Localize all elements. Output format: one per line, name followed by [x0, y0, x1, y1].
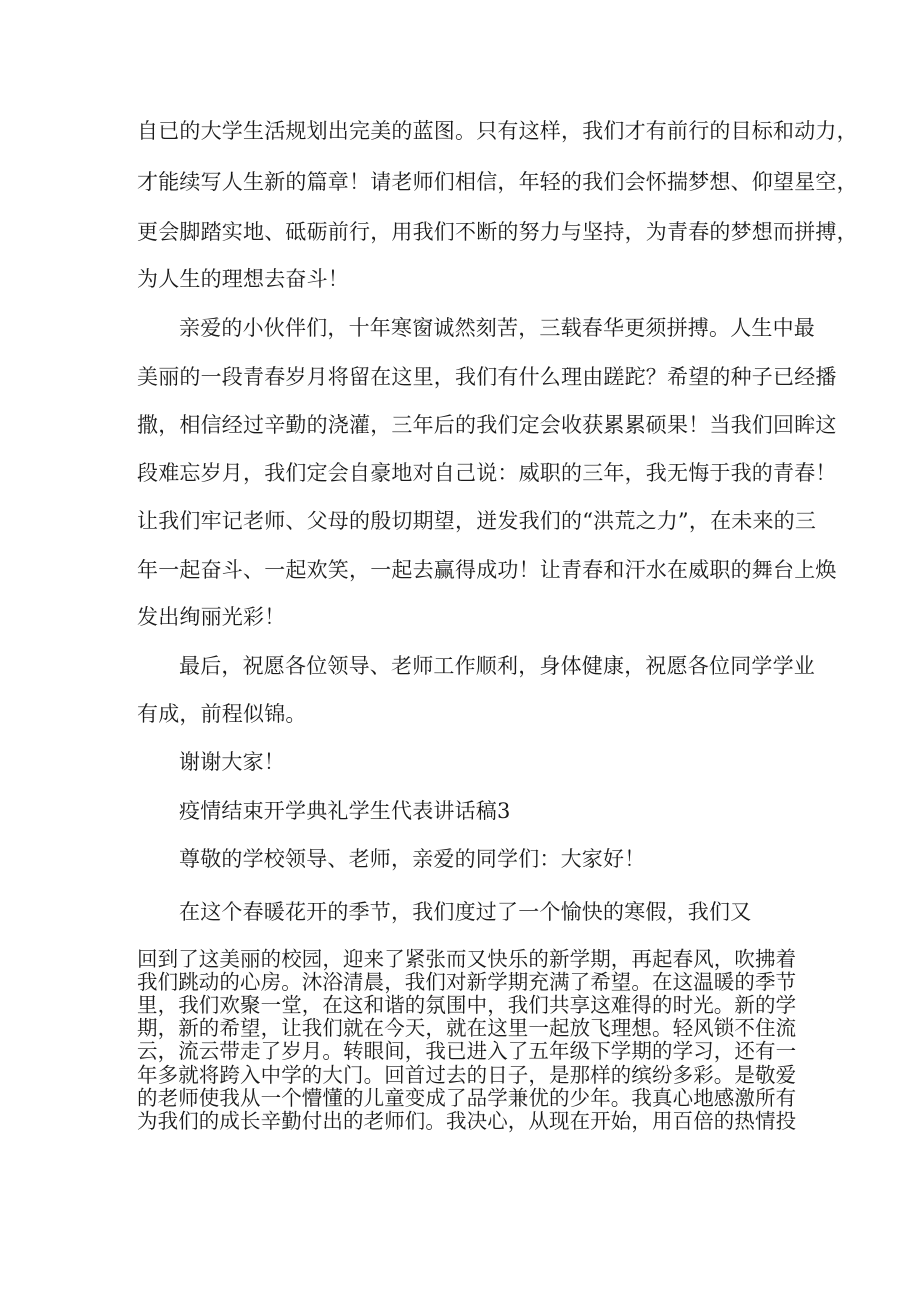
text-line: 回到了这美丽的校园，迎来了紧张而又快乐的新学期，再起春风，吹拂着 [137, 947, 797, 971]
section-title: 疫情结束开学典礼学生代表讲话稿3 [179, 799, 511, 823]
text-line: 亲爱的小伙伴们，十年寒窗诚然刻苦，三载春华更须拼搏。人生中最 [179, 316, 815, 340]
text-line: 段难忘岁月，我们定会自豪地对自己说：威职的三年，我无悔于我的青春！ [137, 461, 837, 485]
text-line: 最后，祝愿各位领导、老师工作顺利，身体健康，祝愿各位同学学业 [179, 654, 815, 678]
text-line: 撒，相信经过辛勤的浇灌，三年后的我们定会收获累累硕果！当我们回眸这 [137, 413, 837, 437]
text-line: 有成，前程似锦。 [137, 702, 307, 726]
text-line: 美丽的一段青春岁月将留在这里，我们有什么理由蹉跎？希望的种子已经播 [137, 365, 837, 389]
text-line: 年多就将跨入中学的大门。回首过去的日子，是那样的缤纷多彩。是敬爱 [137, 1063, 797, 1087]
text-line: 云，流云带走了岁月。转眼间，我已进入了五年级下学期的学习，还有一 [137, 1039, 797, 1063]
text-line: 期，新的希望，让我们就在今天，就在这里一起放飞理想。轻风锁不住流 [137, 1016, 797, 1040]
text-line: 在这个春暖花开的季节，我们度过了一个愉快的寒假，我们又 [179, 900, 752, 924]
greeting-line: 尊敬的学校领导、老师，亲爱的同学们：大家好！ [179, 847, 646, 871]
text-line: 为我们的成长辛勤付出的老师们。我决心，从现在开始，用百倍的热情投 [137, 1109, 797, 1133]
text-line: 更会脚踏实地、砥砺前行，用我们不断的努力与坚持，为青春的梦想而拼搏， [137, 220, 858, 244]
closing-thanks: 谢谢大家！ [179, 750, 285, 774]
text-line: 发出绚丽光彩！ [137, 605, 286, 629]
text-line: 年一起奋斗、一起欢笑，一起去赢得成功！让青春和汗水在威职的舞台上焕 [137, 558, 837, 582]
text-line: 才能续写人生新的篇章！请老师们相信，年轻的我们会怀揣梦想、仰望星空， [137, 170, 858, 194]
text-line: 我们跳动的心房。沐浴清晨，我们对新学期充满了希望。在这温暖的季节 [137, 970, 797, 994]
text-line: 自已的大学生活规划出完美的蓝图。只有这样，我们才有前行的目标和动力， [137, 119, 858, 143]
text-line: 让我们牢记老师、父母的殷切期望，迸发我们的“洪荒之力”，在未来的三 [137, 509, 817, 533]
text-line: 的老师使我从一个懵懂的儿童变成了品学兼优的少年。我真心地感激所有 [137, 1086, 797, 1110]
text-line: 为人生的理想去奋斗！ [137, 267, 349, 291]
text-line: 里，我们欢聚一堂，在这和谐的氛围中，我们共享这难得的时光。新的学 [137, 993, 797, 1017]
